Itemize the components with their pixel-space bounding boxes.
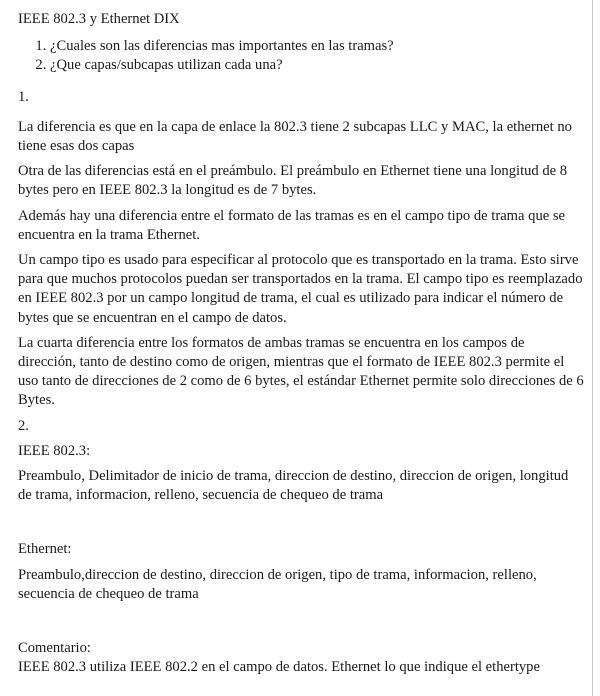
section-1-paragraph: Un campo tipo es usado para especificar al protocolo que es transportado en la trama. Esto sirve para que muchos protocolos puedan ser transportados en la trama. El campo tipo es reemplazado en IEEE 802.3 por un campo longitud de trama, el cual es utilizado para indicar el número de bytes que se encuentran en el campo de datos.	[18, 252, 583, 326]
section-1-number: 1.	[18, 88, 29, 105]
section-1-paragraph: La cuarta diferencia entre los formatos de ambas tramas se encuentra en los campos de dirección, tanto de destino como de origen, mientras que el formato de IEEE 802.3 permite el uso tanto de direcciones de 2 como de 6 bytes, el estándar Ethernet permite solo direcciones de 6 Bytes.	[18, 334, 584, 409]
question-item: 2. ¿Que capas/subcapas utilizan cada una?	[50, 56, 584, 75]
question-item: 1. ¿Cuales son las diferencias mas importantes en las tramas?	[50, 37, 584, 56]
questions-list	[18, 37, 584, 75]
section-1-paragraph: La diferencia es que en la capa de enlace la 802.3 tiene 2 subcapas LLC y MAC, la ethernet no tiene esas dos capas	[18, 118, 572, 155]
ieee-label: IEEE 802.3:	[18, 442, 91, 459]
comment-text: IEEE 802.3 utiliza IEEE 802.2 en el campo de datos. Ethernet lo que indique el ethertype	[18, 659, 540, 676]
document-content	[18, 10, 584, 677]
comment-label: Comentario:	[18, 640, 91, 657]
section-2-number: 2.	[18, 417, 29, 434]
spacer	[18, 610, 584, 639]
section-1-paragraph: Otra de las diferencias está en el preámbulo. El preámbulo en Ethernet tiene una longitud de 8 bytes pero en IEEE 802.3 la longitud es de 7 bytes.	[18, 163, 568, 199]
section-1-paragraph: Además hay una diferencia entre el formato de las tramas es en el campo tipo de trama que se encuentra en la trama Ethernet.	[18, 207, 566, 243]
ethernet-label: Ethernet:	[18, 541, 72, 558]
ieee-fields-text: Preambulo, Delimitador de inicio de trama, direccion de destino, direccion de origen, longitud de trama, informacion, relleno, secuencia de chequeo de trama	[18, 468, 569, 504]
spacer	[18, 511, 584, 540]
ethernet-fields-text: Preambulo,direccion de destino, direccion de origen, tipo de trama, informacion, relleno, secuencia de chequeo de trama	[18, 566, 537, 602]
document-title: IEEE 802.3 y Ethernet DIX	[18, 11, 180, 27]
